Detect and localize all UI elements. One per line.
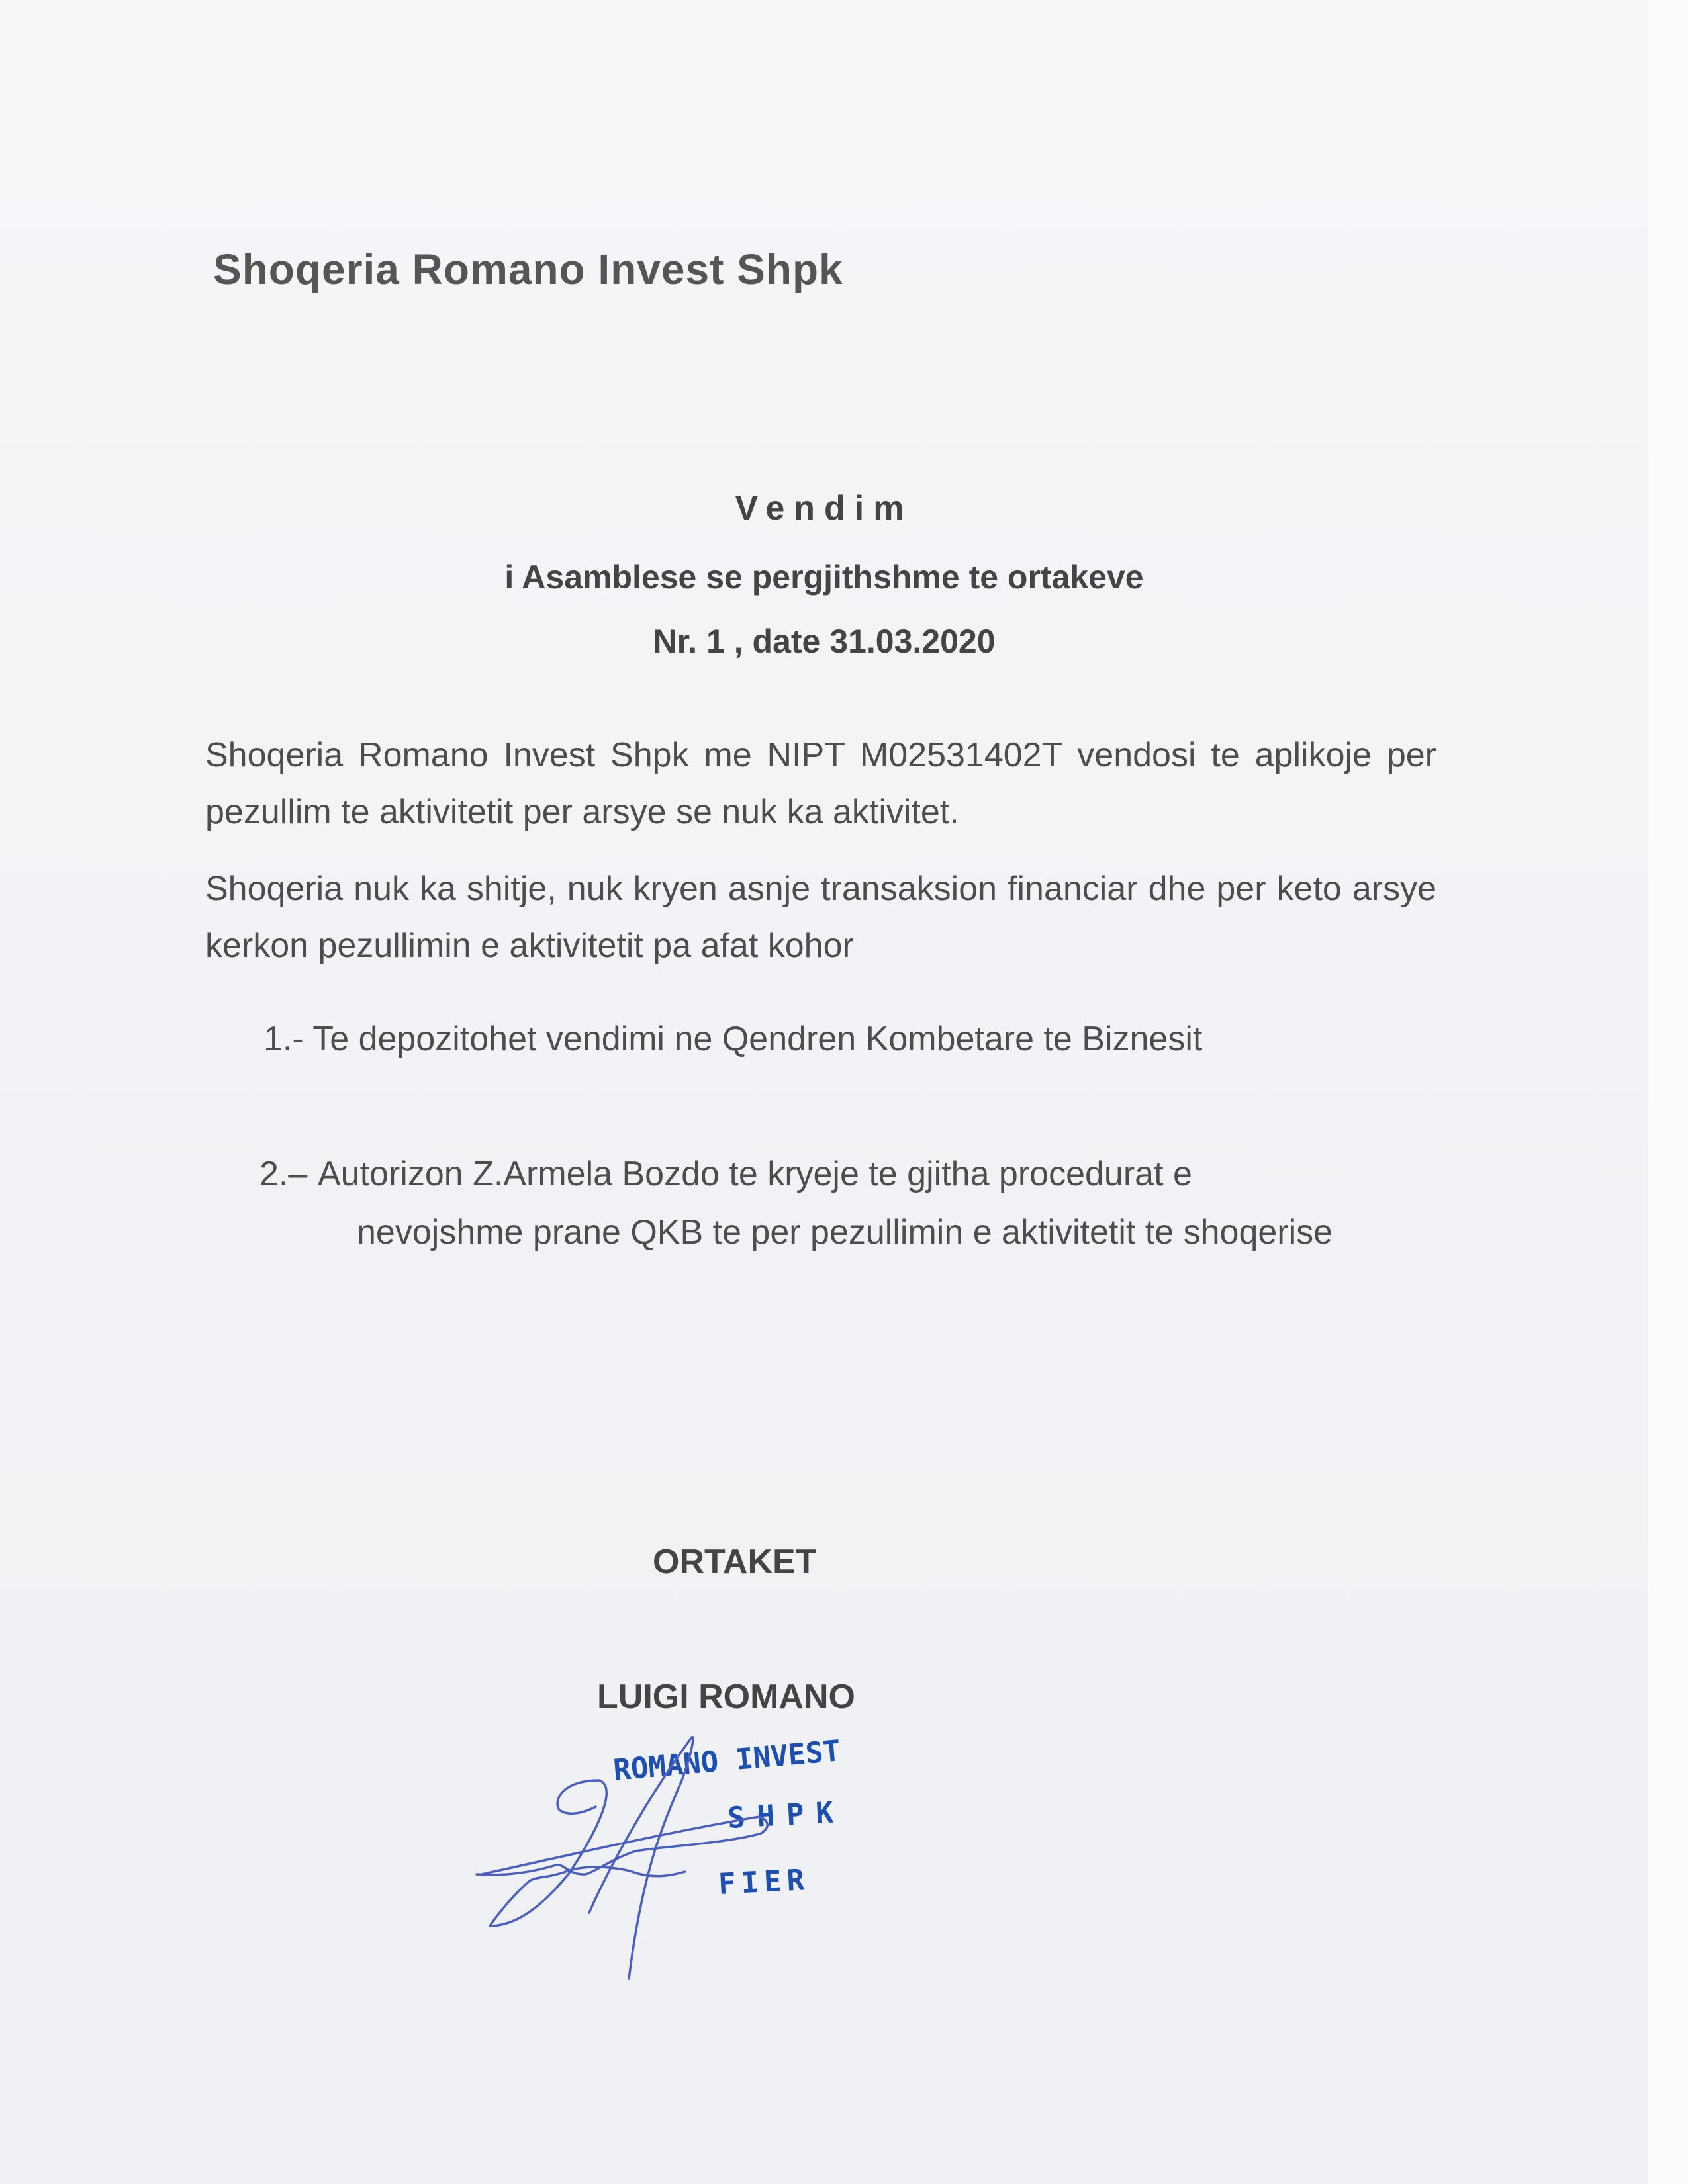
signatory-name: LUIGI ROMANO — [597, 1678, 855, 1716]
document-heading: Vendim — [735, 489, 914, 527]
company-name: Shoqeria Romano Invest Shpk — [213, 246, 843, 293]
item-text: Te depozitohet vendimi ne Qendren Kombetare te Biznesit — [312, 1020, 1203, 1058]
stamp-line-3: FIER — [717, 1862, 811, 1901]
stamp-line-1: ROMANO INVEST — [612, 1734, 843, 1788]
document-subheading: i Asamblese se pergjithshme te ortakeve — [504, 559, 1144, 596]
stamp-line-2: SHPK — [726, 1795, 847, 1835]
item-number: 2.– — [259, 1155, 308, 1193]
item-text: Autorizon Z.Armela Bozdo te kryeje te gjitha procedurat e — [318, 1155, 1192, 1193]
paragraph-2: Shoqeria nuk ka shitje, nuk kryen asnje transaksion financiar dhe per keto arsye kerkon pezullimin e aktivitetit pa afat kohor — [205, 870, 1436, 965]
item-number: 1.- — [263, 1020, 304, 1058]
signatories-label: ORTAKET — [653, 1543, 817, 1581]
document-number-date: Nr. 1 , date 31.03.2020 — [653, 623, 996, 660]
paragraph-1: Shoqeria Romano Invest Shpk me NIPT M02531402T vendosi te aplikoje per pezullim te aktivitetit per arsye se nuk ka aktivitet. — [205, 736, 1436, 831]
item-text-continuation: nevojshme prane QKB te per pezullimin e aktivitetit te shoqerise — [357, 1213, 1333, 1251]
